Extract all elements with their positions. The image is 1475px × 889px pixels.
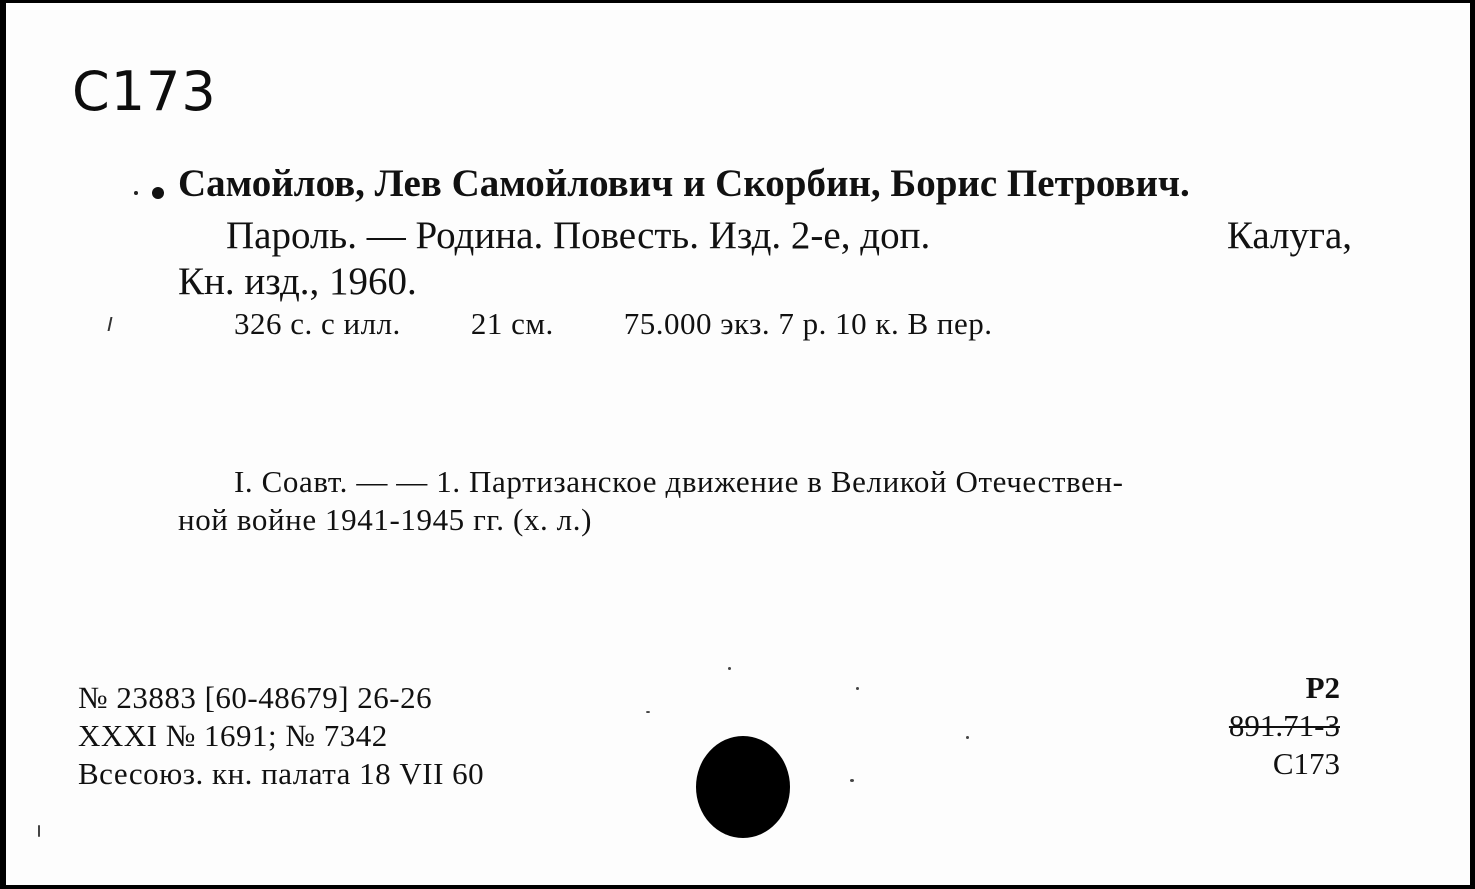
punch-hole [696,736,790,838]
physical-description [234,307,993,341]
edition-price: 75.000 экз. 7 р. 10 к. В пер. [623,306,993,341]
title-line [226,215,1352,258]
classification-code-3: С173 [1272,746,1340,781]
dust-speck [646,711,650,713]
subject-headings [178,463,1354,539]
book-title: Пароль. — Родина. Повесть. Изд. 2-е, доп. [226,214,931,257]
publisher-line: Кн. изд., 1960. [178,260,417,303]
margin-tick [108,317,113,331]
registration-line-3: Всесоюз. кн. палата 18 VII 60 [78,756,485,791]
dust-speck [38,825,40,837]
shelf-mark: C173 [72,60,217,123]
author-heading: Самойлов, Лев Самойлович и Скорбин, Борис Петрович. [178,162,1190,205]
classification-code-1: Р2 [1305,670,1340,705]
registration-line-1: № 23883 [60-48679] 26-26 [78,680,433,715]
classification-block [1229,669,1340,783]
page-count: 326 с. с илл. [234,306,401,341]
classification-code-2: 891.71-3 [1228,708,1340,743]
dust-speck [850,779,854,782]
bullet-dot [134,191,138,195]
book-size: 21 см. [470,306,554,341]
registration-block [78,679,484,793]
subject-line-1: I. Соавт. — — 1. Партизанское движение в Великой Отечествен- [234,464,1124,499]
registration-line-2: XXXI № 1691; № 7342 [78,718,388,753]
dust-speck [728,667,731,670]
entry-bullet [152,187,164,199]
dust-speck [856,687,859,690]
publication-city: Калуга, [1226,214,1352,257]
subject-line-2: ной войне 1941-1945 гг. (х. л.) [178,502,593,537]
dust-speck [966,736,969,739]
